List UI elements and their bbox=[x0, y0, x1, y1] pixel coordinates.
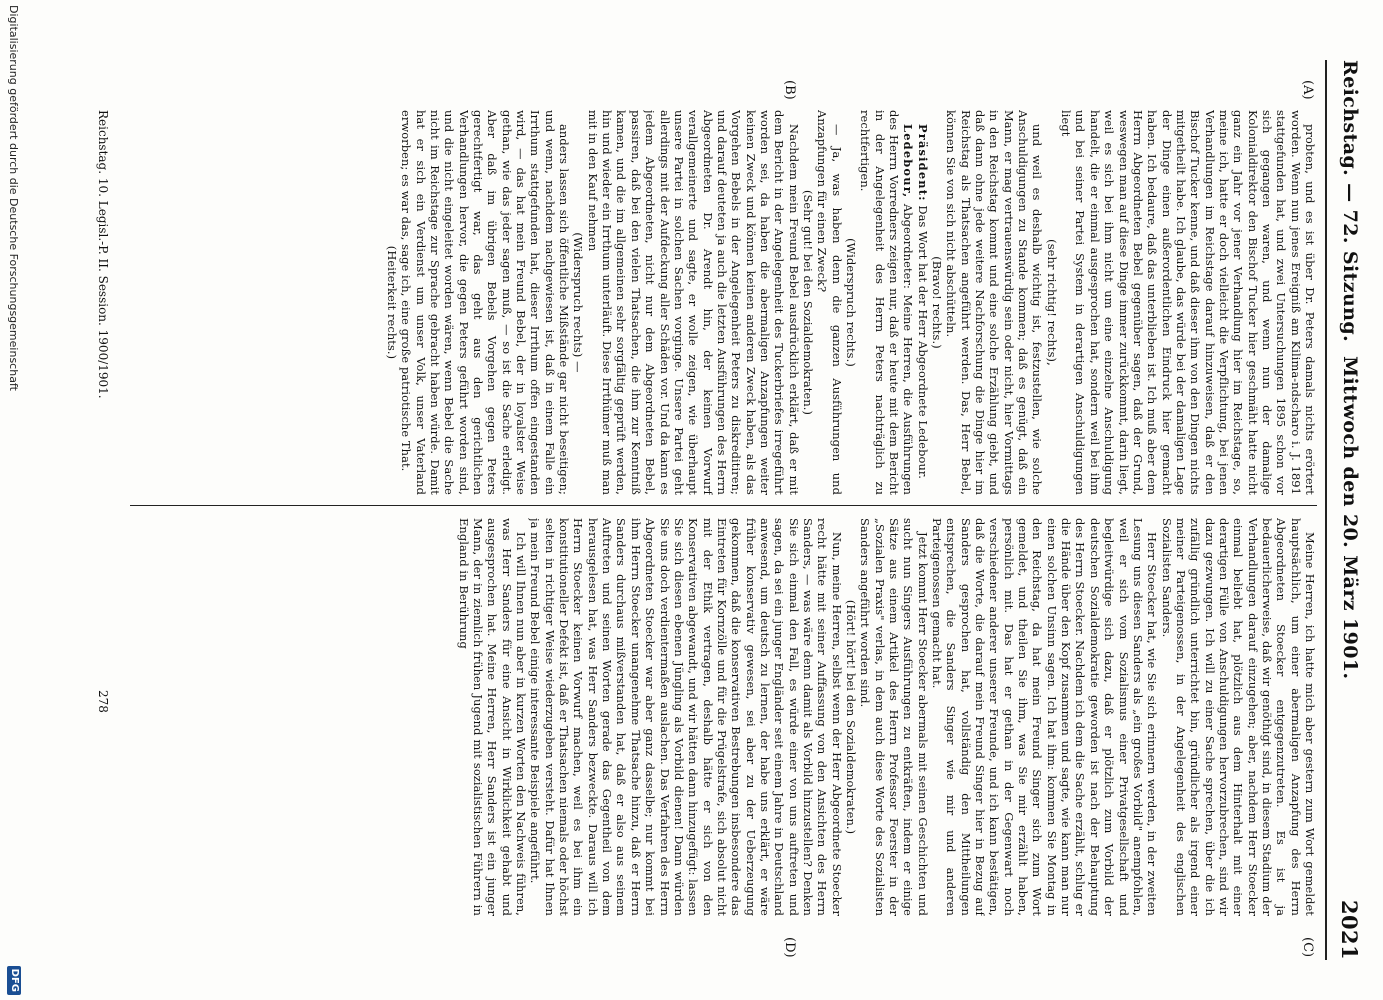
paragraph-text: — Ja, was haben denn die ganzen Ausführungen und Anzapfungen für einen Zweck? bbox=[815, 110, 844, 495]
column-divider bbox=[130, 505, 1317, 506]
paragraph-text: und weil es deshalb wichtig ist, festzustellen, wie solche Anschuldigungen zu Stande kommen; daß es genügt, daß ein Mann, er mag vertrauenswürdig sein oder nicht, hier Vormittags in den Reichstag kommt und eine solche Erzählung giebt, und daß dann ohne jede weitere Nachforschung die Dinge hier im Reichstag als Thatsachen angeführt werden. Das, Herr Bebel, können Sie von sich nicht abschütteln. bbox=[944, 110, 1045, 495]
paragraph-text: Ich will Ihnen nun aber in kurzen Worten den Nachweis führen, was Herr Sanders für eine Ansicht in Wirklichkeit gehabt und ausgesprochen hat. Meine Herren, Herr Sanders ist ein junger Mann, der in ziemlich frühen Jugend mit sozialistischen Führern in England in Berührung bbox=[456, 518, 529, 916]
digitization-credit-bar bbox=[6, 5, 22, 995]
footer-sheet-number: 278 bbox=[96, 690, 110, 713]
speaker-name: Ledebour, bbox=[901, 124, 916, 199]
interjection: (Heiterkeit rechts.) bbox=[385, 245, 399, 360]
paragraph-text: Nachdem mein Freund Bebel ausdrücklich erklärt, daß er mit dem Bericht in der Angelegenheit des Tuckerbriefes irregeführt worden sei, da haben die abermaligen Anzapfungen weiter keinen Zweck und können keinen anderen Zweck haben, als das Vorgehen Bebels in der Angelegenheit Peters zu diskreditiren; und darauf deuteten ja auch die letzten Ausführungen des Herrn Abgeordneten Dr. Arendt hin, der keinen Vorwurf verallgemeinerte und sagte, er wolle zeigen, wie überhaupt unsere Partei in solchen Sachen vorginge. Unsere Partei geht allerdings mit der Aufdeckung aller Schäden vor. Und da kann es jedem Abgeordneten, nicht nur dem Abgeordneten Bebel, passiren, daß bei den vielen Thatsachen, die ihm zur Kenntniß kamen, und die im allgemeinen sehr sorgfältig geprüft werden, hin und wieder ein Irrthum unterläuft. Diese Irrthümer muß man mit in den Kauf nehmen bbox=[585, 110, 801, 495]
paragraph-text: Das Wort hat der Herr Abgeordnete Ledebour. bbox=[915, 205, 930, 479]
header-title: Reichstag. — 72. Sitzung. bbox=[1339, 60, 1361, 343]
paragraph-text: anders lassen sich öffentliche Mißstände gar nicht beseitigen; und wenn, nachdem nachgewiesen ist, daß in einem Falle ein Irrthum stattgefunden hat, dieser Irrthum offen eingestanden wird, — das hat mein Freund Bebel, der in loyalster Weise gethan, wie das jeder sagen muß, — so ist die Sache erledigt. Aber daß im übrigen Bebels Vorgehen gegen Peters gerechtfertigt war, das geht aus den gerichtlichen Verhandlungen hervor, die gegen Peters geführt worden sind, und die nicht eingeleitet worden wären, wenn Bebel die Sache nicht im Reichstage zur Sprache gebracht haben würde. Damit hat er sich ein Verdienst um unser Volk, unser Vaterland erworben; es war das, sage ich, eine große patriotische That. bbox=[399, 110, 572, 495]
paragraph-text: Abgeordneter: Meine Herren, die Ausführungen des Herrn Vorredners zeigen nur, daß er heute mit dem Bericht in der Angelegenheit des Herrn Peters nachträglich zu rechtfertigen. bbox=[858, 110, 916, 495]
right-text-column bbox=[120, 518, 1317, 916]
paragraph bbox=[399, 110, 571, 495]
header-page-number: 2021 bbox=[1337, 899, 1363, 960]
paragraph-text: Jetzt kommt Herr Stoecker abermals mit seinen Geschichten und sucht nun Singers Ausführungen zu entkräften, indem er einige Sätze aus einem Artikel des Herrn Professor Foerster in der „Sozialen Praxis" verlas, in dem auch diese Worte des Sozialisten Sanders angeführt worden sind. bbox=[858, 518, 930, 916]
paragraph bbox=[915, 110, 929, 495]
margin-letter-a: (A) bbox=[1300, 80, 1315, 100]
paragraph-text: Nun, meine Herren, selbst wenn der Herr Abgeordnete Stoecker recht hätte mit seiner Auffassung von den Ansichten des Herrn Sanders, — was wäre denn damit als Vorbild hinzustellen? Denken Sie sich einmal den Fall, es würde einer von uns auftreten und sagen, da sei ein junger Engländer seit einem Jahre in Deutschland anwesend, um deutsch zu lernen, der habe uns erklärt, er wäre früher konservativ gewesen, sei aber zu der Ueberzeugung gekommen, daß die konservativen Bestrebungen insbesondere das Eintreten für Kornzölle und für die Prügelstrafe, sich absolut nicht mit der Ethik vertragen, deshalb hätte er sich von den Konservativen abgewandt, und wir hätten dann hinzugefügt: lassen Sie sich diesen ebenen Jüngling als Vorbild dienen! Dann würden Sie uns doch verdientermaßen auslachen. Das Verfahren des Herrn Abgeordneten Stoecker war aber ganz dasselbe; nur kommt bei ihm Herrn Stoecker unangenehme Thatsache hinzu, daß er Herrn Sanders durchaus mißverstanden hat, daß er also aus seinem Auftreten und seinen Worten gerade das Gegentheil von dem herausgelesen hat, was Herr Sanders bezweckte. Daraus will ich Herrn Stoecker keinen Vorwurf machen, weil es bei ihm ein konstitutioneller Defekt ist, daß er Thatsachen niemals oder höchst selten in richtiger Weise wiederzugeben versteht. Dafür hat Ihnen ja mein Freund Bebel einige interessante Beispiele angeführt. bbox=[528, 518, 844, 916]
interjection: (Widerspruch rechts.) bbox=[844, 238, 858, 367]
paragraph bbox=[930, 518, 1160, 916]
interjection: (Hört! hört! bei den Sozialdemokraten.) bbox=[844, 599, 858, 835]
paragraph bbox=[456, 518, 528, 916]
interjection: (Widerspruch rechts) — bbox=[571, 232, 586, 373]
margin-letter-b: (B) bbox=[782, 80, 797, 100]
paragraph bbox=[1059, 110, 1317, 495]
page-header bbox=[1329, 60, 1371, 960]
footer-session-info: Reichstag. 10. Legisl.-P. II. Session. 1900/1901. bbox=[96, 110, 110, 399]
paragraph bbox=[944, 110, 1044, 495]
paragraph bbox=[528, 518, 844, 916]
paragraph bbox=[815, 110, 844, 495]
paragraph-text: Meine Herren, ich hatte mich aber gestern zum Wort gemeldet hauptsächlich, um einer abermaligen Anzapfung des Herrn Abgeordneten Stoecker entgegenzutreten. Es ist ja bedauerlicherweise, daß wir genöthigt sind, in diesem Stadium der Verhandlungen darauf einzugehen; aber, nachdem Herr Stoecker einmal beliebt hat, plötzlich aus dem Hinterhalt mit einer derartigen Fülle von Anschuldigungen hervorzubrechen, sind wir dazu gezwungen. Ich will zu einer Sache sprechen, über die ich zufällig gründlich unterrichtet bin, gründlicher als irgend einer meiner Parteigenossen, in der Angelegenheit des englischen Sozialisten Sanders. bbox=[1159, 518, 1317, 916]
paragraph-text: probten, und es ist über Dr. Peters damals nichts erörtert worden. Wenn nun jenes Ereigniß am Kilima-ndscharo i. J. 1891 stattgefunden hat, und zwei Untersuchungen 1895 schon vor sich gegangen waren, und wenn nun der damalige Kolonialdirektor den Bischof Tucker hier geschmäht hatte nicht ganz ein Jahr vor jener Verhandlung hier im Reichstage, so, meine ich, hatte er doch vielleicht die Verpflichtung, bei jenen Verhandlungen im Reichstage darauf hinzuweisen, daß er den Bischof Tucker kenne, und daß dieser ihm von den Dingen nichts mitgetheilt habe. Ich glaube, das würde bei der damaligen Lage der Dinge einen außerordentlichen Eindruck hier gemacht haben. Ich bedaure, daß das unterblieben ist. Ich muß aber dem Herrn Abgeordneten Bebel gegenüber sagen, daß der Grund, weswegen man auf diese Dinge immer zurückkommt, darin liegt, weil es sich bei ihm nicht um eine einzelne Anschuldigung handelt, die er einmal ausgesprochen hat, sondern weil bei ihm und bei seiner Partei System in derartigen Anschuldigungen liegt bbox=[1059, 110, 1317, 495]
dfg-logo: DFG bbox=[7, 966, 21, 995]
left-text-column bbox=[120, 110, 1317, 495]
header-rule bbox=[1325, 60, 1327, 960]
paragraph bbox=[1159, 518, 1317, 916]
interjection: (Sehr gut! bei den Sozialdemokraten.) bbox=[800, 189, 815, 416]
margin-letter-c: (C) bbox=[1300, 937, 1315, 958]
digitization-credit-text: Digitalisierung gefördert durch die Deutsche Forschungsgemeinschaft bbox=[7, 5, 21, 391]
interjection: (Bravo! rechts.) bbox=[930, 256, 945, 349]
paragraph-text: Herr Stoecker hat, wie Sie sich erinnern werden, in der zweiten Lesung uns diesen Sanders als „ein großes Vorbild" anempfohlen, weil er sich vom Sozialismus einer Privatgesellschaft und begleitwürdige sich dazu, daß er plötzlich zum Vorbild der deutschen Sozialdemokratie geworden ist nach der Behauptung des Herrn Stoecker. Nachdem ich dem die Sache erzählt, schlug er die Hände über den Kopf zusammen und sagte, wie kann man nur einen solchen Unsinn sagen. Ich hat ihm: kommen Sie Montag in den Reichstag, da hat mein Freund Singer sich zum Wort gemeldet, und theilen Sie ihm, was Sie mir erzählt haben, persönlich mit. Das hat er gethan in der Gegenwart noch verschiedener anderer unserer Freunde, und ich kann bestätigen, daß die Worte, die darauf mein Freund Singer hier in Bezug auf Sanders gesprochen hat, vollständig den Mittheilungen entsprechen, die Sanders Singer wie mir und anderen Parteigenossen gemacht hat. bbox=[930, 518, 1160, 916]
margin-letter-d: (D) bbox=[782, 937, 797, 958]
header-date: Mittwoch den 20. März 1901. bbox=[1339, 356, 1361, 680]
speaker-name: Präsident: bbox=[915, 124, 930, 202]
interjection: (sehr richtig! rechts), bbox=[1044, 239, 1059, 366]
paragraph bbox=[858, 110, 915, 495]
paragraph bbox=[858, 518, 930, 916]
paragraph bbox=[585, 110, 800, 495]
